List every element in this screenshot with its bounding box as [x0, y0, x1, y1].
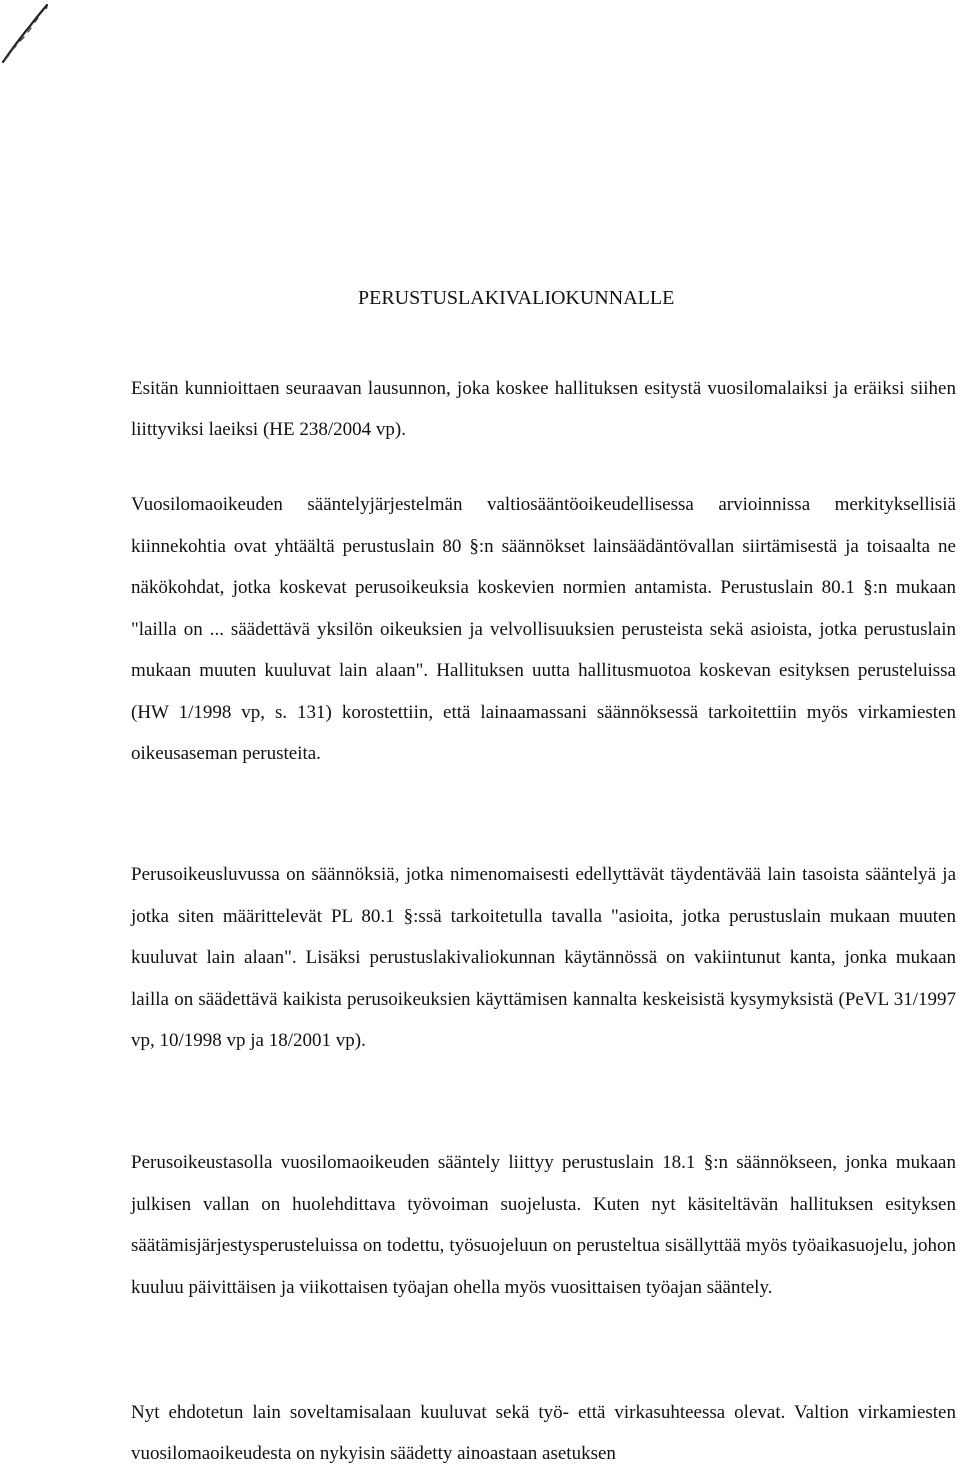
paragraph-fundamental-rights: Perusoikeusluvussa on säännöksiä, jotka nimenomaisesti edellyttävät täydentävää lain tasoista sääntelyä ja jotka siten määrittelevät PL 80.1 §:ssä tarkoitetulla tavalla "asioita, jotka perustuslain mukaan muuten kuuluvat lain alaan". Lisäksi perustuslakivaliokunnan käytännössä on vakiintunut kanta, jonka mukaan lailla on säädettävä kaikista perusoikeuksien käyttämisen kannalta keskeisistä kysymyksistä (PeVL 31/1997 vp, 10/1998 vp ja 18/2001 vp).: [131, 864, 956, 1051]
scan-pen-mark: [0, 0, 60, 70]
paragraph-intro: Esitän kunnioittaen seuraavan lausunnon, joka koskee hallituksen esitystä vuosilomalaiksi ja eräiksi siihen liittyviksi laeiksi (HE 238/2004 vp).: [131, 378, 956, 440]
paragraph-scope: Nyt ehdotetun lain soveltamisalaan kuuluvat sekä työ- että virkasuhteessa olevat. Valtion virkamiesten vuosilomaoikeudesta on nykyisin säädetty ainoastaan asetuksen: [131, 1402, 956, 1464]
paragraph-legal-framework: Vuosilomaoikeuden sääntelyjärjestelmän valtiosääntöoikeudellisessa arvioinnissa merkityksellisiä kiinnekohtia ovat yhtäältä perustuslain 80 §:n säännökset lainsäädäntövallan siirtämisestä ja toisaalta ne näkökohdat, jotka koskevat perusoikeuksia koskevien normien antamista. Perustuslain 80.1 §:n mukaan "lailla on ... säädettävä yksilön oikeuksien ja velvollisuuksien perusteista sekä asioista, jotka perustuslain mukaan muuten kuuluvat lain alaan". Hallituksen uutta hallitusmuotoa koskevan esityksen perusteluissa (HW 1/1998 vp, s. 131) korostettiin, että lainaamassani säännöksessä tarkoitettiin myös virkamiesten oikeusaseman perusteita.: [131, 494, 956, 764]
document-heading: PERUSTUSLAKIVALIOKUNNALLE: [358, 287, 675, 309]
paragraph-labour-protection: Perusoikeustasolla vuosilomaoikeuden sääntely liittyy perustuslain 18.1 §:n säännökseen, jonka mukaan julkisen vallan on huolehdittava työvoiman suojelusta. Kuten nyt käsiteltävän hallituksen esityksen säätämisjärjestysperusteluissa on todettu, työsuojeluun on perusteltua sisällyttää myös työaikasuojelu, johon kuuluu päivittäisen ja viikottaisen työajan ohella myös vuosittaisen työajan sääntely.: [131, 1152, 956, 1298]
